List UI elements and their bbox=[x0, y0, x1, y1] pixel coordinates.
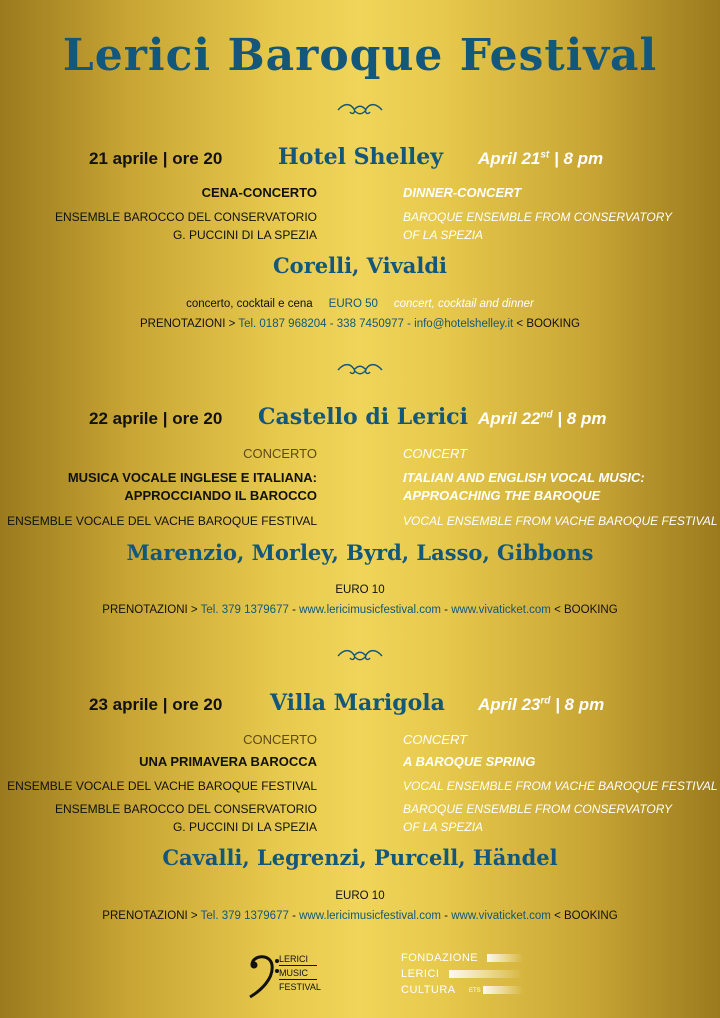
fondazione-logo-suffix: ETS bbox=[469, 988, 481, 994]
event-date-english: April 21st | 8 pm bbox=[478, 149, 604, 168]
price: EURO 10 bbox=[335, 890, 385, 902]
festival-logo-line: LERICI bbox=[279, 954, 309, 964]
booking-label: PRENOTAZIONI > bbox=[102, 604, 198, 616]
event-date-italian: 23 aprile | ore 20 bbox=[89, 695, 223, 714]
program-english bbox=[403, 469, 645, 505]
ensemble-english-line: OF LA SPEZIA bbox=[403, 228, 484, 242]
event-date-italian: 22 aprile | ore 20 bbox=[89, 409, 223, 428]
ensemble-english-line: OF LA SPEZIA bbox=[403, 820, 484, 834]
booking-label: PRENOTAZIONI > bbox=[139, 318, 236, 330]
ensemble-italian-line: ENSEMBLE BAROCCO DEL CONSERVATORIO bbox=[54, 802, 317, 816]
program-line: APPROACHING THE BAROQUE bbox=[403, 488, 601, 503]
logo-rule bbox=[279, 979, 317, 980]
event-date-italian: 21 aprile | ore 20 bbox=[89, 149, 223, 168]
composers: Marenzio, Morley, Byrd, Lasso, Gibbons bbox=[126, 540, 594, 565]
program-line: ITALIAN AND ENGLISH VOCAL MUSIC: bbox=[403, 470, 645, 485]
festival-logo-line: FESTIVAL bbox=[279, 982, 321, 992]
lerici-music-festival-logo bbox=[248, 951, 320, 999]
concert-label-italian: CONCERTO bbox=[243, 446, 317, 461]
ensemble-italian-line: G. PUCCINI DI LA SPEZIA bbox=[172, 820, 317, 834]
booking-label-english: < BOOKING bbox=[554, 910, 618, 922]
flourish-ornament-icon bbox=[336, 361, 384, 379]
booking-phone[interactable]: Tel. 379 1379677 bbox=[200, 910, 289, 922]
price-description-english: concert, cocktail and dinner bbox=[393, 298, 534, 310]
price-description-italian: concerto, cocktail e cena bbox=[186, 298, 313, 310]
flourish-ornament-icon bbox=[336, 101, 384, 119]
booking-label-english: < BOOKING bbox=[516, 318, 580, 330]
event-venue: Hotel Shelley bbox=[278, 144, 444, 170]
price: EURO 10 bbox=[335, 584, 385, 596]
booking-contacts[interactable]: Tel. 0187 968204 - 338 7450977 - info@hotelshelley.it bbox=[238, 318, 514, 330]
booking-website-link[interactable]: www.lericimusicfestival.com bbox=[299, 910, 441, 922]
concert-label-english: CONCERT bbox=[403, 446, 468, 461]
ensemble-italian-2 bbox=[55, 800, 317, 836]
concert-label-italian: CONCERTO bbox=[243, 732, 317, 747]
logo-bar bbox=[487, 954, 523, 962]
flourish-ornament-icon bbox=[336, 647, 384, 665]
page-title: Lerici Baroque Festival bbox=[62, 30, 658, 81]
ensemble-italian bbox=[55, 208, 317, 244]
separator: - bbox=[440, 604, 452, 616]
booking-label-english: < BOOKING bbox=[554, 604, 618, 616]
composers: Corelli, Vivaldi bbox=[272, 253, 448, 278]
ensemble-italian-line: ENSEMBLE BAROCCO DEL CONSERVATORIO bbox=[54, 210, 317, 224]
ensemble-english: VOCAL ENSEMBLE FROM VACHE BAROQUE FESTIVAL bbox=[403, 514, 718, 528]
booking-line bbox=[0, 604, 720, 616]
event-date-english: April 23rd | 8 pm bbox=[478, 695, 605, 714]
event-type-english: DINNER-CONCERT bbox=[403, 185, 522, 200]
logo-bar bbox=[483, 986, 523, 994]
festival-logo-line: MUSIC bbox=[279, 968, 308, 978]
event-venue: Castello di Lerici bbox=[258, 404, 468, 430]
ensemble-italian: ENSEMBLE VOCALE DEL VACHE BAROQUE FESTIVAL bbox=[7, 514, 317, 528]
program-english: A BAROQUE SPRING bbox=[403, 754, 536, 769]
price: EURO 50 bbox=[328, 298, 378, 310]
ensemble-english-line: BAROQUE ENSEMBLE FROM CONSERVATORY bbox=[403, 802, 672, 816]
fondazione-logo-line: CULTURA bbox=[401, 984, 456, 996]
separator: - bbox=[288, 910, 300, 922]
separator: - bbox=[440, 910, 452, 922]
event-venue: Villa Marigola bbox=[270, 690, 445, 716]
event-date-english: April 22nd | 8 pm bbox=[478, 409, 607, 428]
program-line: MUSICA VOCALE INGLESE E ITALIANA: bbox=[67, 470, 317, 485]
ensemble-english-line: BAROQUE ENSEMBLE FROM CONSERVATORY bbox=[403, 210, 672, 224]
logo-bar bbox=[449, 970, 523, 978]
ensemble-english bbox=[403, 208, 672, 244]
fondazione-logo-line: LERICI bbox=[401, 968, 440, 980]
program-italian: UNA PRIMAVERA BAROCCA bbox=[139, 754, 317, 769]
booking-phone[interactable]: Tel. 379 1379677 bbox=[200, 604, 289, 616]
booking-label: PRENOTAZIONI > bbox=[102, 910, 198, 922]
booking-ticket-link[interactable]: www.vivaticket.com bbox=[451, 910, 551, 922]
ensemble-english: VOCAL ENSEMBLE FROM VACHE BAROQUE FESTIVAL bbox=[403, 779, 718, 793]
ensemble-english-2 bbox=[403, 800, 672, 836]
ensemble-italian-line: G. PUCCINI DI LA SPEZIA bbox=[172, 228, 317, 242]
booking-ticket-link[interactable]: www.vivaticket.com bbox=[451, 604, 551, 616]
event-type-italian: CENA-CONCERTO bbox=[201, 185, 317, 200]
concert-label-english: CONCERT bbox=[403, 732, 468, 747]
price-line bbox=[0, 298, 720, 310]
fondazione-lerici-cultura-logo bbox=[401, 950, 525, 998]
booking-line bbox=[0, 318, 720, 330]
ensemble-italian: ENSEMBLE VOCALE DEL VACHE BAROQUE FESTIVAL bbox=[7, 779, 317, 793]
separator: - bbox=[288, 604, 300, 616]
program-italian bbox=[68, 469, 317, 505]
booking-website-link[interactable]: www.lericimusicfestival.com bbox=[299, 604, 441, 616]
composers: Cavalli, Legrenzi, Purcell, Händel bbox=[162, 845, 558, 870]
bass-clef-icon bbox=[248, 951, 280, 999]
fondazione-logo-line: FONDAZIONE bbox=[401, 952, 479, 964]
logo-rule bbox=[279, 965, 317, 966]
program-line: APPROCCIANDO IL BAROCCO bbox=[124, 488, 317, 503]
booking-line bbox=[0, 910, 720, 922]
